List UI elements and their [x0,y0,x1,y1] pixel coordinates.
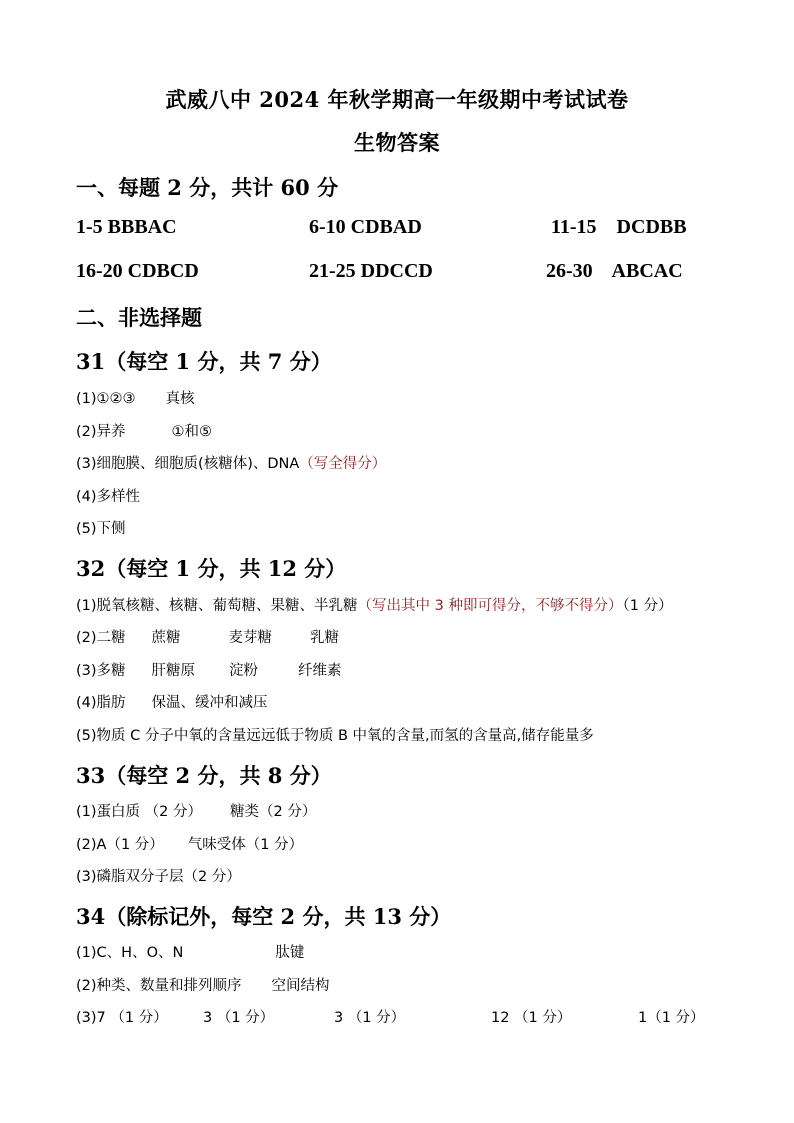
q32-item-3: (3)多糖 肝糖原 淀粉 纤维素 [76,663,342,679]
q34-heading: 34（除标记外，每空 2 分，共 13 分） [76,904,452,929]
answer-group-21-25: 21-25 DDCCD [309,260,433,282]
q33-item-2: (2)A（1 分） 气味受体（1 分） [76,837,304,853]
scoring-note: （写出其中 3 种即可得分，不够不得分） [357,598,623,614]
q31-item-3: (3)细胞膜、细胞质(核糖体)、DNA（写全得分） [76,456,387,472]
q31-item-4: (4)多样性 [76,489,141,505]
q31-item-2: (2)异养 ①和⑤ [76,424,213,440]
section1-heading: 一、每题 2 分，共计 60 分 [76,175,339,200]
document-title: 武威八中 2024 年秋学期高一年级期中考试试卷 [165,87,629,112]
q33-heading: 33（每空 2 分，共 8 分） [76,763,332,788]
q31-item-1: (1)①②③ 真核 [76,391,195,407]
answer-group-26-30: 26-30 ABCAC [546,260,683,282]
answer-group-6-10: 6-10 CDBAD [309,216,422,238]
q32-item-5: (5)物质 C 分子中氧的含量远远低于物质 B 中氧的含量,而氢的含量高,储存能量多 [76,728,594,744]
q34-item-1: (1)C、H、O、N 肽键 [76,945,305,961]
q33-item-3: (3)磷脂双分子层（2 分） [76,869,241,885]
answer-sheet-page: 武威八中 2024 年秋学期高一年级期中考试试卷 生物答案 一、每题 2 分，共计 60 分 1-5 BBBAC 6-10 CDBAD 11-15 DCDBB 16-20 CDBCD 21-25 DDCCD 26-30 ABCAC 二、非选择题 31（每空 1 分，共 7 分） (1)①②③ 真核 (2)异养 ①和⑤ (3)细胞膜、细胞质(核糖体)、DNA（写全得分） (4)多样性 (5)下侧 32（每空 1 分，共 12 分） (1)脱氧核糖、核糖、葡萄糖、果糖、半乳糖（写出其中 3 种即可得分，不够不得分）（1 分） (2)二糖 蔗糖 麦芽糖 乳糖 (3)多糖 肝糖原 淀粉 纤维素 (4)脂肪 保温、缓冲和减压 (5)物质 C 分子中氧的含量远远低于物质 B 中氧的含量,而氢的含量高,储存能量多 33（每空 2 分，共 8 分） (1)蛋白质 （2 分） 糖类（2 分） (2)A（1 分） 气味受体（1 分） (3)磷脂双分子层（2 分） 34（除标记外，每空 2 分，共 13 分） (1)C、H、O、N 肽键 (2)种类、数量和排列顺序 空间结构 (3)7 （1 分） 3 （1 分） 3 （1 分） 12 （1 分） 1（1 分） [0,0,794,1123]
answer-group-16-20: 16-20 CDBCD [76,260,199,282]
q32-item-2: (2)二糖 蔗糖 麦芽糖 乳糖 [76,630,340,646]
q31-item-5: (5)下侧 [76,521,126,537]
q32-item-4: (4)脂肪 保温、缓冲和减压 [76,695,268,711]
section2-heading: 二、非选择题 [76,305,202,330]
q32-heading: 32（每空 1 分，共 12 分） [76,556,347,581]
answer-group-11-15: 11-15 DCDBB [551,216,687,238]
answer-group-1-5: 1-5 BBBAC [76,216,177,238]
q34-item-2: (2)种类、数量和排列顺序 空间结构 [76,978,330,994]
q33-item-1: (1)蛋白质 （2 分） 糖类（2 分） [76,804,317,820]
q32-item-1: (1)脱氧核糖、核糖、葡萄糖、果糖、半乳糖（写出其中 3 种即可得分，不够不得分）（1 分） [76,598,673,614]
q31-heading: 31（每空 1 分，共 7 分） [76,349,332,374]
document-subtitle: 生物答案 [354,130,440,155]
scoring-note: （写全得分） [299,456,387,472]
